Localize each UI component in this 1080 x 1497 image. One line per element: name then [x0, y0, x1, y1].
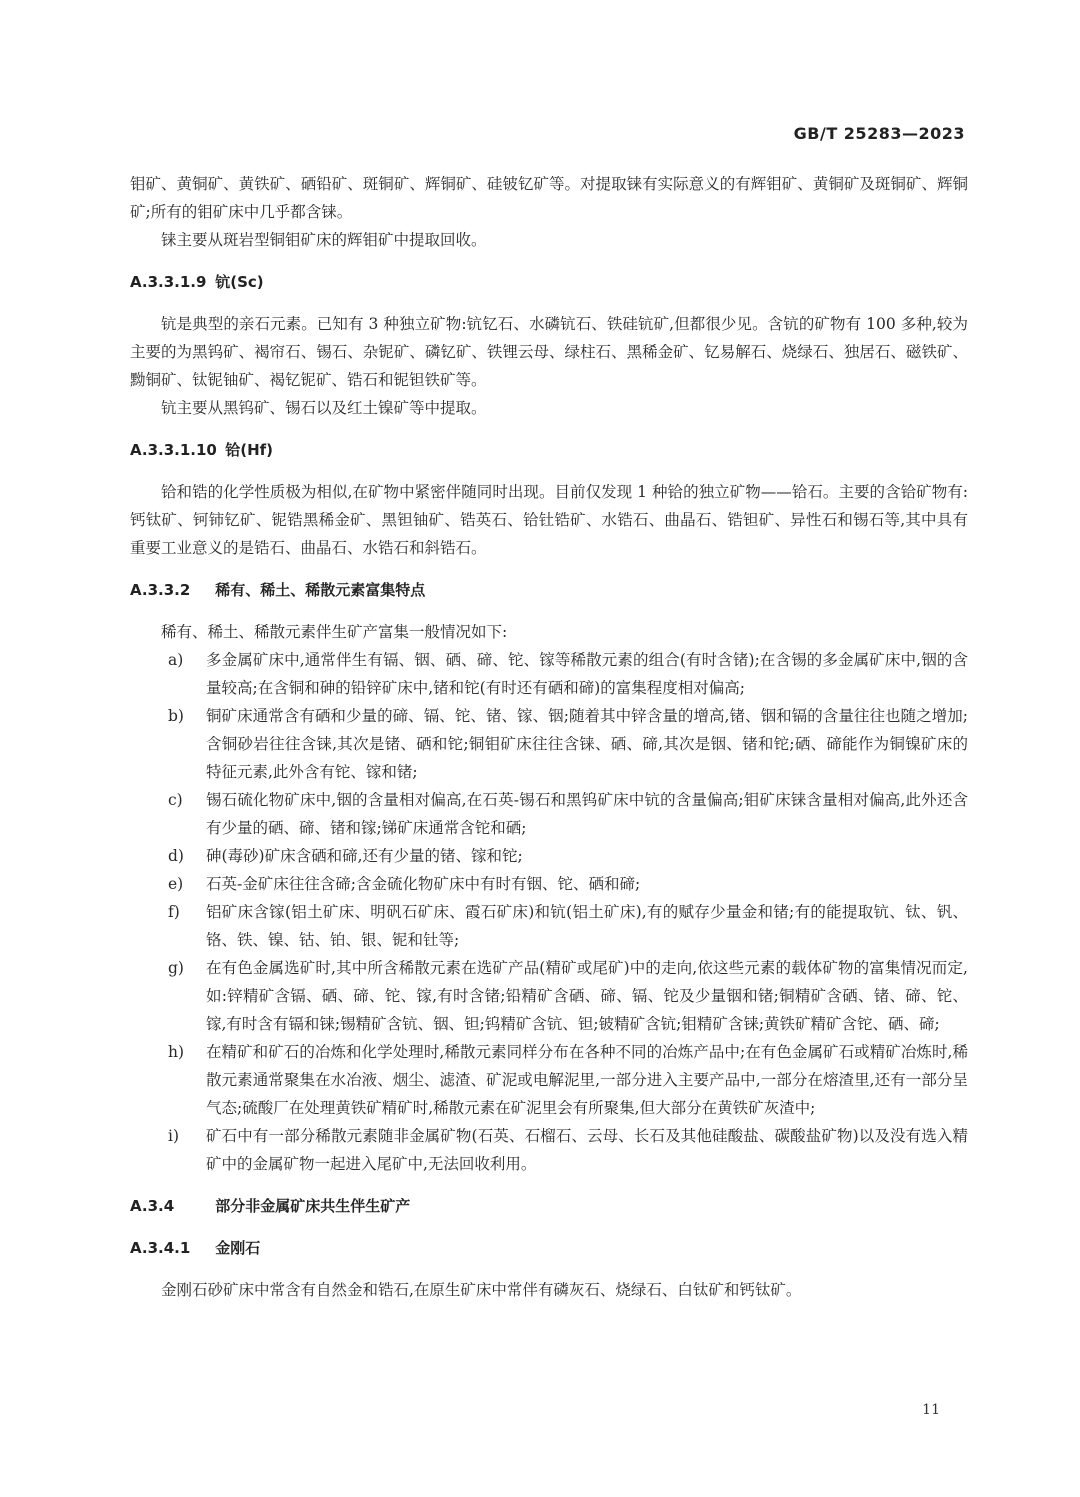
paragraph: 铪和锆的化学性质极为相似,在矿物中紧密伴随同时出现。目前仅发现 1 种铪的独立矿物——铪石。主要的含铪矿物有:钙钛矿、钶铈钇矿、铌锆黑稀金矿、黑钽铀矿、锆英石、铪钍锆矿、水锆石、曲晶石、锆钽矿、异性石和锡石等,其中具有重要工业意义的是锆石、曲晶石、水锆石和斜锆石。	[130, 483, 968, 557]
section-title: 钪(Sc)	[215, 273, 264, 291]
list-marker: a)	[168, 651, 184, 669]
list-item	[130, 1122, 968, 1178]
list-marker: c)	[168, 791, 183, 809]
section-number: A.3.3.1.9	[130, 273, 207, 291]
list-marker: e)	[168, 875, 184, 893]
list-item	[130, 646, 968, 702]
section-number: A.3.4	[130, 1197, 175, 1215]
list-item	[130, 702, 968, 786]
list-text: 多金属矿床中,通常伴生有镉、铟、硒、碲、铊、镓等稀散元素的组合(有时含锗);在含锡的多金属矿床中,铟的含量较高;在含铜和砷的铅锌矿床中,锗和铊(有时还有硒和碲)的富集程度相对偏高;	[206, 651, 968, 697]
list-text: 矿石中有一部分稀散元素随非金属矿物(石英、石榴石、云母、长石及其他硅酸盐、碳酸盐矿物)以及没有选入精矿中的金属矿物一起进入尾矿中,无法回收利用。	[206, 1127, 968, 1173]
section-number: A.3.3.2	[130, 581, 191, 599]
page-content	[130, 170, 968, 1304]
section-title: 金刚石	[215, 1239, 261, 1257]
section-number: A.3.3.1.10	[130, 441, 217, 459]
list-item	[130, 842, 968, 870]
section-heading	[130, 1192, 968, 1220]
list-text: 在精矿和矿石的冶炼和化学处理时,稀散元素同样分布在各种不同的冶炼产品中;在有色金属矿石或精矿冶炼时,稀散元素通常聚集在水冶液、烟尘、滤渣、矿泥或电解泥里,一部分进入主要产品中,一部分在熔渣里,还有一部分呈气态;硫酸厂在处理黄铁矿精矿时,稀散元素在矿泥里会有所聚集,但大部分在黄铁矿灰渣中;	[206, 1043, 968, 1117]
paragraph: 钪主要从黑钨矿、锡石以及红土镍矿等中提取。	[161, 399, 487, 417]
section-heading	[130, 1234, 968, 1262]
list-text: 在有色金属选矿时,其中所含稀散元素在选矿产品(精矿或尾矿)中的走向,依这些元素的载体矿物的富集情况而定,如:锌精矿含镉、硒、碲、铊、镓,有时含锗;铅精矿含硒、碲、镉、铊及少量铟和锗;铜精矿含硒、锗、碲、铊、镓,有时含有镉和铼;锡精矿含钪、铟、钽;钨精矿含钪、钽;铍精矿含钪;钼精矿含铼;黄铁矿精矿含铊、硒、碲;	[206, 959, 968, 1033]
list-item	[130, 898, 968, 954]
paragraph: 钪是典型的亲石元素。已知有 3 种独立矿物:钪钇石、水磷钪石、铁硅钪矿,但都很少见。含钪的矿物有 100 多种,较为主要的为黑钨矿、褐帘石、锡石、杂铌矿、磷钇矿、铁锂云母、绿柱石、黑稀金矿、钇易解石、烧绿石、独居石、磁铁矿、黝铜矿、钛铌铀矿、褐钇铌矿、锆石和铌钽铁矿等。	[130, 315, 968, 389]
list-marker: d)	[168, 847, 184, 865]
enrichment-list	[130, 646, 968, 1178]
section-heading	[130, 576, 968, 604]
list-text: 铜矿床通常含有硒和少量的碲、镉、铊、锗、镓、铟;随着其中锌含量的增高,锗、铟和镉的含量往往也随之增加;含铜砂岩往往含铼,其次是锗、硒和铊;铜钼矿床往往含铼、硒、碲,其次是铟、锗和铊;硒、碲能作为铜镍矿床的特征元素,此外含有铊、镓和锗;	[206, 707, 968, 781]
section-heading	[130, 268, 968, 296]
list-text: 石英-金矿床往往含碲;含金硫化物矿床中有时有铟、铊、硒和碲;	[206, 875, 641, 893]
section-title: 稀有、稀土、稀散元素富集特点	[215, 581, 426, 599]
list-marker: i)	[168, 1127, 180, 1145]
list-item	[130, 870, 968, 898]
list-marker: b)	[168, 707, 184, 725]
paragraph: 钼矿、黄铜矿、黄铁矿、硒铅矿、斑铜矿、辉铜矿、硅铍钇矿等。对提取铼有实际意义的有辉钼矿、黄铜矿及斑铜矿、辉铜矿;所有的钼矿床中几乎都含铼。	[130, 175, 968, 221]
paragraph: 铼主要从斑岩型铜钼矿床的辉钼矿中提取回收。	[161, 231, 487, 249]
list-marker: h)	[168, 1043, 185, 1061]
list-text: 锡石硫化物矿床中,铟的含量相对偏高,在石英-锡石和黑钨矿床中钪的含量偏高;钼矿床铼含量相对偏高,此外还含有少量的硒、碲、锗和镓;锑矿床通常含铊和硒;	[206, 791, 968, 837]
standard-code: GB/T 25283—2023	[793, 124, 965, 143]
list-item	[130, 954, 968, 1038]
list-text: 铝矿床含镓(铝土矿床、明矾石矿床、霞石矿床)和钪(铝土矿床),有的赋存少量金和锗;有的能提取钪、钛、钒、铬、铁、镍、钴、铂、银、铌和钍等;	[206, 903, 968, 949]
section-heading	[130, 436, 968, 464]
paragraph: 稀有、稀土、稀散元素伴生矿产富集一般情况如下:	[161, 623, 508, 641]
list-marker: g)	[168, 959, 184, 977]
paragraph: 金刚石砂矿床中常含有自然金和锆石,在原生矿床中常伴有磷灰石、烧绿石、白钛矿和钙钛矿。	[161, 1281, 802, 1299]
list-item	[130, 1038, 968, 1122]
list-text: 砷(毒砂)矿床含硒和碲,还有少量的锗、镓和铊;	[206, 847, 523, 865]
section-title: 铪(Hf)	[225, 441, 274, 459]
section-title: 部分非金属矿床共生伴生矿产	[215, 1197, 411, 1215]
list-item	[130, 786, 968, 842]
section-number: A.3.4.1	[130, 1239, 191, 1257]
page-number: 11	[922, 1402, 940, 1418]
list-marker: f)	[168, 903, 180, 921]
